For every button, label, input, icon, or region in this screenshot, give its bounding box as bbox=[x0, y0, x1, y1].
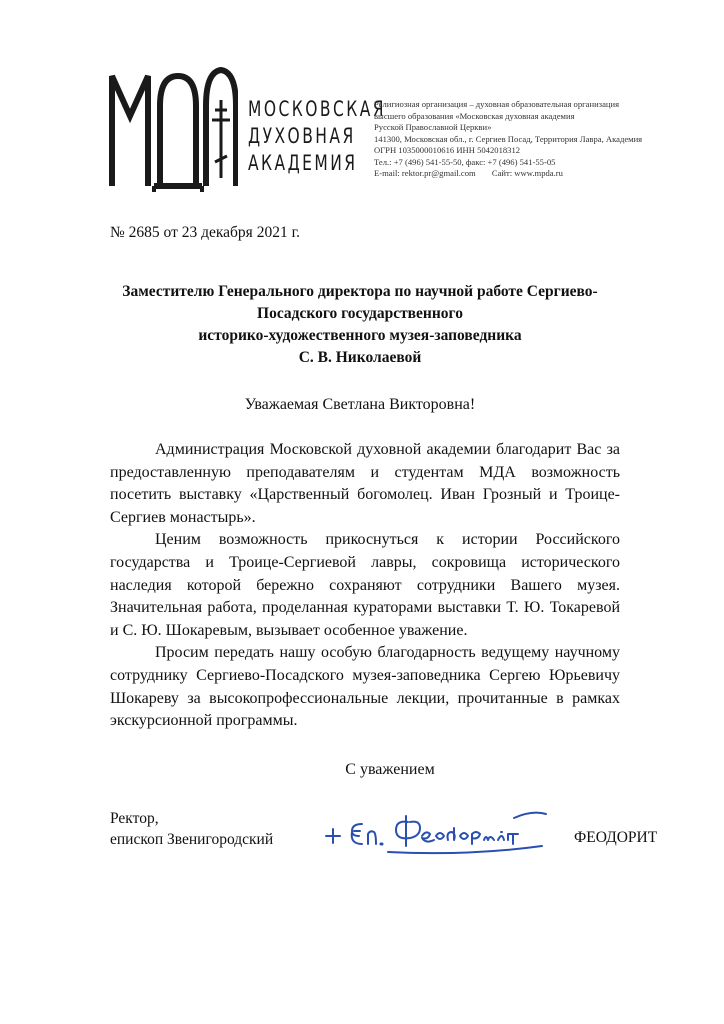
academy-name-line: ДУХОВНАЯ bbox=[248, 124, 356, 148]
signer-name: ФЕОДОРИТ bbox=[574, 829, 658, 846]
org-info-line: высшего образования «Московская духовная академия bbox=[374, 110, 575, 121]
body-paragraph: Просим передать нашу особую благодарность ведущему научному сотруднику Сергиево-Посадского музея-заповедника Сергею Юрьевичу Шокареву за высокопрофессиональные лекции, прочитанные в рамках экскурсионной программы. bbox=[110, 644, 620, 730]
org-info-line: 141300, Московская обл., г. Сергиев Посад, Территория Лавра, Академия bbox=[374, 133, 643, 144]
mda-logo-mark bbox=[108, 66, 238, 192]
signer-title bbox=[110, 808, 273, 850]
org-info-line: Тел.: +7 (496) 541-55-50, факс: +7 (496) 541-55-05 bbox=[374, 156, 556, 167]
org-contacts bbox=[374, 168, 674, 180]
addressee-block bbox=[100, 281, 620, 369]
letter-body bbox=[110, 439, 620, 733]
organization-details bbox=[374, 99, 674, 180]
salutation: Уважаемая Светлана Викторовна! bbox=[244, 396, 476, 413]
academy-name-line: МОСКОВСКАЯ bbox=[248, 97, 386, 121]
handwritten-signature bbox=[318, 800, 558, 862]
mda-logo bbox=[108, 66, 238, 192]
document-number-date: № 2685 от 23 декабря 2021 г. bbox=[110, 224, 301, 241]
org-info-line: Религиозная организация – духовная образовательная организация bbox=[374, 99, 620, 109]
org-info-line: ОГРН 1035000010616 ИНН 5042018312 bbox=[374, 145, 521, 155]
signature-drawing bbox=[318, 800, 558, 862]
website-text: Сайт: www.mpda.ru bbox=[491, 168, 563, 178]
signer-title-line: епископ Звенигородский bbox=[110, 831, 274, 848]
addressee-line: историко-художественного музея-заповедника bbox=[198, 327, 522, 344]
signer-title-line: Ректор, bbox=[110, 810, 159, 827]
addressee-line: С. В. Николаевой bbox=[298, 349, 422, 366]
body-paragraph: Администрация Московской духовной академии благодарит Вас за предоставленную преподавателям и студентам МДА возможность посетить выставку «Царственный богомолец. Иван Грозный и Троице-Сергиев монастырь». bbox=[110, 441, 620, 526]
email-text: E-mail: rektor.pr@gmail.com bbox=[374, 168, 476, 178]
body-paragraph: Ценим возможность прикоснуться к истории Российского государства и Троице-Сергиевой лавры, сокровища исторического наследия которой бережно сохраняют сотрудники Вашего музея. Значительная работа, проделанная кураторами выставки Т. Ю. Токаревой и С. Ю. Шокаревым, вызывает особенное уважение. bbox=[110, 531, 620, 639]
addressee-line: Посадского государственного bbox=[257, 305, 463, 322]
academy-name-line: АКАДЕМИЯ bbox=[248, 151, 358, 175]
addressee-line: Заместителю Генерального директора по научной работе Сергиево- bbox=[122, 283, 598, 300]
org-info-line: Русской Православной Церкви» bbox=[374, 122, 492, 132]
closing-phrase: С уважением bbox=[345, 761, 435, 778]
